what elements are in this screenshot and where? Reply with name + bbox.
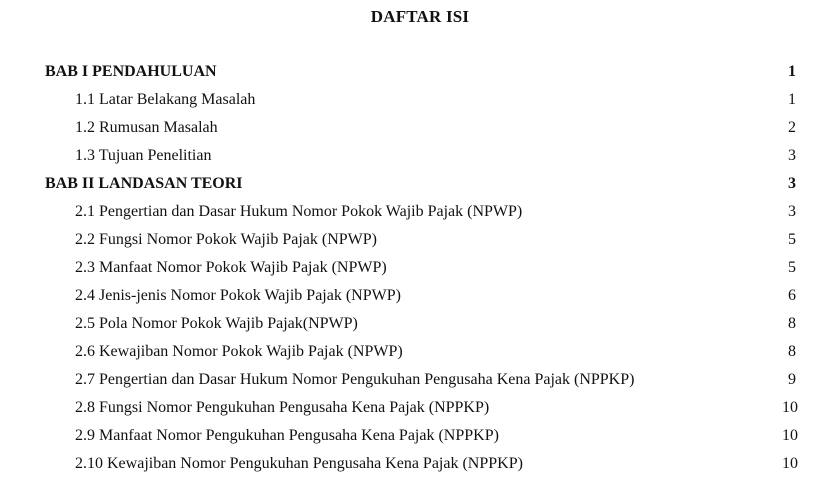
toc-entry-page: 8 xyxy=(788,315,796,332)
toc-entry-page: 5 xyxy=(788,259,796,276)
toc-entry[interactable] xyxy=(75,394,798,422)
toc-entry[interactable] xyxy=(75,366,796,394)
toc-entry[interactable] xyxy=(75,282,796,310)
toc-entry-page: 10 xyxy=(782,399,798,416)
toc-entry-page: 5 xyxy=(788,231,796,248)
toc-entry-page: 10 xyxy=(782,455,798,472)
toc-entry-label: 2.5 Pola Nomor Pokok Wajib Pajak(NPWP) xyxy=(75,315,358,332)
toc-entry-page: 6 xyxy=(788,287,796,304)
toc-entry[interactable] xyxy=(75,198,796,226)
toc-entry-label: BAB I PENDAHULUAN xyxy=(45,63,217,80)
toc-entry[interactable] xyxy=(75,254,796,282)
toc-entry-label: 1.1 Latar Belakang Masalah xyxy=(75,91,256,108)
toc-entry[interactable] xyxy=(75,114,796,142)
toc-entry-label: 2.7 Pengertian dan Dasar Hukum Nomor Pengukuhan Pengusaha Kena Pajak (NPPKP) xyxy=(75,371,635,388)
toc-entry-label: 2.4 Jenis-jenis Nomor Pokok Wajib Pajak (NPWP) xyxy=(75,287,401,304)
toc-entry-page: 9 xyxy=(788,371,796,388)
toc-entry-page: 8 xyxy=(788,343,796,360)
toc-entry[interactable] xyxy=(75,450,798,478)
toc-entry-label: 2.3 Manfaat Nomor Pokok Wajib Pajak (NPWP) xyxy=(75,259,387,276)
toc-entry-page: 3 xyxy=(788,203,796,220)
toc-entry-label: 1.3 Tujuan Penelitian xyxy=(75,147,212,164)
page-title: DAFTAR ISI xyxy=(370,7,470,26)
toc-entry-label: 2.9 Manfaat Nomor Pengukuhan Pengusaha Kena Pajak (NPPKP) xyxy=(75,427,499,444)
toc-entry[interactable] xyxy=(45,170,796,198)
toc-entry-page: 10 xyxy=(782,427,798,444)
toc-entry-label: 1.2 Rumusan Masalah xyxy=(75,119,218,136)
toc-entry[interactable] xyxy=(45,58,796,86)
toc-entry-page: 3 xyxy=(788,175,796,192)
toc-entry-page: 1 xyxy=(788,91,796,108)
toc-entry-label: 2.1 Pengertian dan Dasar Hukum Nomor Pokok Wajib Pajak (NPWP) xyxy=(75,203,523,220)
toc-entry[interactable] xyxy=(75,86,796,114)
toc-entry-page: 3 xyxy=(788,147,796,164)
toc-entry-label: 2.8 Fungsi Nomor Pengukuhan Pengusaha Kena Pajak (NPPKP) xyxy=(75,399,490,416)
toc-entry[interactable] xyxy=(75,338,796,366)
toc-entry-page: 1 xyxy=(788,63,796,80)
toc-entry-label: 2.2 Fungsi Nomor Pokok Wajib Pajak (NPWP) xyxy=(75,231,377,248)
toc-entry[interactable] xyxy=(75,142,796,170)
toc-entry-page: 2 xyxy=(788,119,796,136)
toc-entry[interactable] xyxy=(75,310,796,338)
toc-entry-label: BAB II LANDASAN TEORI xyxy=(45,175,243,192)
toc-entry-label: 2.10 Kewajiban Nomor Pengukuhan Pengusaha Kena Pajak (NPPKP) xyxy=(75,455,523,472)
toc-entry-label: 2.6 Kewajiban Nomor Pokok Wajib Pajak (NPWP) xyxy=(75,343,403,360)
toc-entry[interactable] xyxy=(75,422,798,450)
toc-entry[interactable] xyxy=(75,226,796,254)
